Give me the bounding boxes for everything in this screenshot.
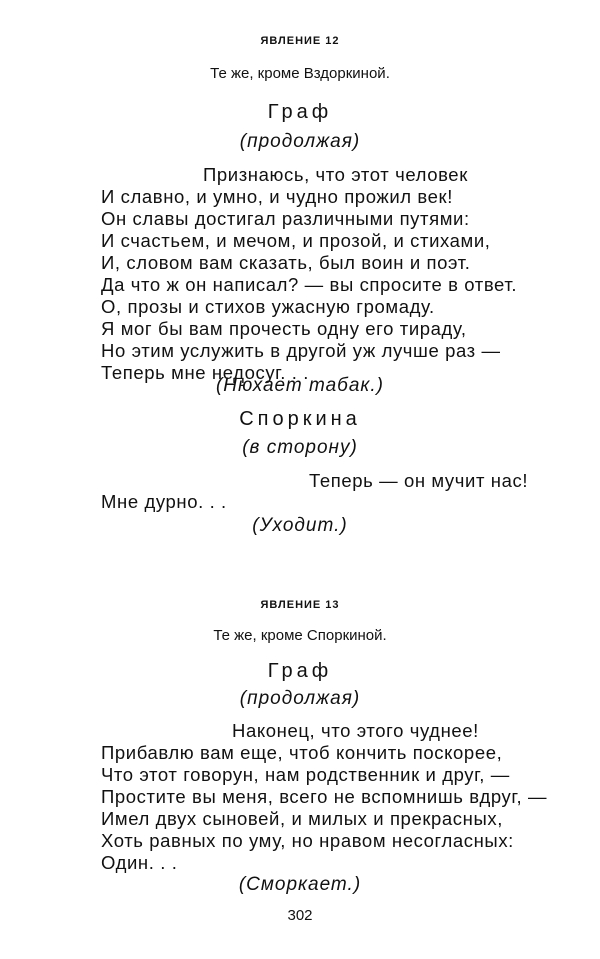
scene-12-speaker-2: Споркина <box>239 408 361 430</box>
verse-line: Да что ж он написал? — вы спросите в ответ. <box>101 274 518 295</box>
scene-12-exit: (Уходит.) <box>252 515 348 536</box>
scene-13-heading: ЯВЛЕНИЕ 13 <box>260 599 340 611</box>
verse-line: И счастьем, и мечом, и прозой, и стихами, <box>101 230 491 251</box>
scene-12-heading: ЯВЛЕНИЕ 12 <box>260 35 340 47</box>
scene-12-direction-2: (в сторону) <box>242 437 358 458</box>
verse-line: Но этим услужить в другой уж лучше раз — <box>101 340 501 361</box>
scene-12-action: (Нюхает табак.) <box>215 375 385 396</box>
verse-line: И, словом вам сказать, был воин и поэт. <box>101 252 471 273</box>
verse-line: Наконец, что этого чуднее! <box>232 720 479 741</box>
verse-line: Имел двух сыновей, и милых и прекрасных, <box>101 808 503 829</box>
verse-line: Теперь мне недосуг. . . <box>101 362 309 383</box>
scene-13-direction: (продолжая) <box>239 688 361 709</box>
verse-line: Прибавлю вам еще, чтоб кончить поскорее, <box>101 742 503 763</box>
scene-12-direction: (продолжая) <box>239 131 361 152</box>
verse-line: И славно, и умно, и чудно прожил век! <box>101 186 453 207</box>
verse-line: Хоть равных по уму, но нравом несогласных: <box>101 830 514 851</box>
scene-13-speaker: Граф <box>267 660 333 682</box>
page-number: 302 <box>287 907 313 924</box>
verse-line: Я мог бы вам прочесть одну его тираду, <box>101 318 467 339</box>
verse-line: Один. . . <box>101 852 178 873</box>
verse-line: О, прозы и стихов ужасную громаду. <box>101 296 435 317</box>
scene-13-action: (Сморкает.) <box>238 874 362 895</box>
verse-line: Он славы достигал различными путями: <box>101 208 470 229</box>
scene-12-speaker: Граф <box>267 101 333 123</box>
verse-line: Простите вы меня, всего не вспомнишь вдруг, — <box>101 786 548 807</box>
scene-13-setting: Те же, кроме Споркиной. <box>213 627 387 644</box>
verse-line: Что этот говорун, нам родственник и друг, — <box>101 764 510 785</box>
verse-line-aside-cont: Мне дурно. . . <box>101 491 227 512</box>
verse-line: Признаюсь, что этот человек <box>203 164 468 185</box>
verse-line-aside: Теперь — он мучит нас! <box>309 470 529 491</box>
scene-12-setting: Те же, кроме Вздоркиной. <box>210 65 390 82</box>
